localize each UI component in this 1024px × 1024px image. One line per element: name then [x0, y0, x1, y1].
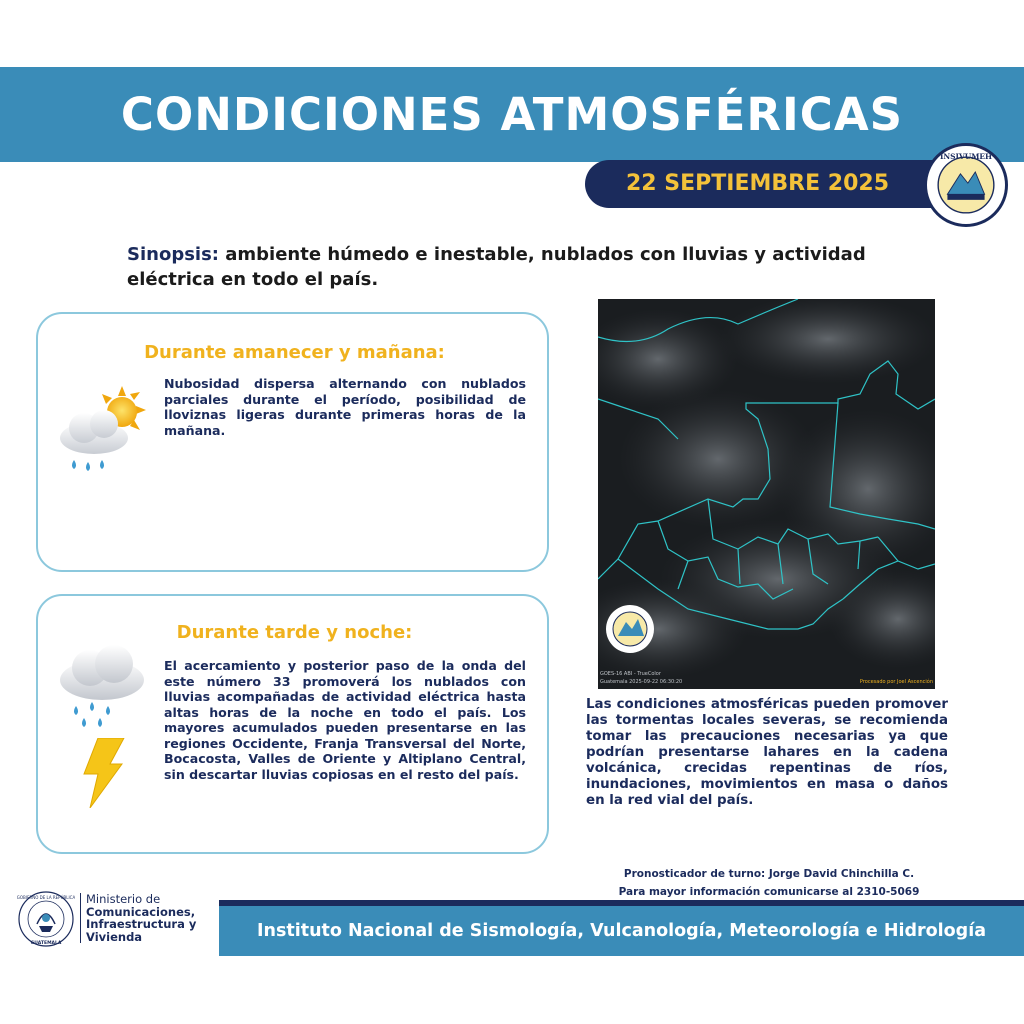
morning-body: Nubosidad dispersa alternando con nublados parciales durante el período, posibilidad de lloviznas ligeras durante primeras horas de la mañana. — [164, 376, 526, 438]
institute-name: Instituto Nacional de Sismología, Vulcanología, Meteorología e Hidrología — [256, 921, 987, 941]
seal-text-bottom: GUATEMALA — [30, 941, 62, 946]
ministry-line-2: Comunicaciones, — [86, 904, 196, 919]
partly-cloudy-rain-icon — [54, 384, 150, 484]
lightning-icon — [80, 738, 126, 808]
government-seal-icon — [17, 890, 75, 948]
sinopsis-label: Sinopsis: — [127, 244, 219, 265]
ministry-logo-text — [86, 893, 216, 943]
satellite-stamp-left: GOES-16 ABI - TrueColor — [600, 671, 661, 677]
evening-body: El acercamiento y posterior paso de la onda del este número 33 promoverá los nublados con lluvias acompañadas de actividad eléctrica hasta altas horas de la noche en todo el país. Los mayores acumulados pueden presentarse en las regiones Occidente, Franja Transversal del Norte, Bocacosta, Valles de Oriente y Altiplano Central, sin descartar lluvias copiosas en el resto del país. — [164, 658, 526, 782]
forecaster-info — [580, 865, 958, 901]
satellite-image — [598, 299, 935, 689]
satellite-stamp-right: Procesado por Joel Ascención — [859, 679, 933, 685]
ministry-line-1: Ministerio de — [86, 892, 161, 906]
morning-title: Durante amanecer y mañana: — [144, 342, 445, 363]
ministry-divider — [80, 893, 81, 943]
seal-text-top: GOBIERNO DE LA REPÚBLICA — [17, 895, 75, 900]
logo-text: INSIVUMEH — [939, 152, 993, 161]
morning-card — [36, 312, 549, 572]
satellite-stamp-left-2: Guatemala 2025-09-22 06:30:20 — [600, 679, 683, 685]
evening-title: Durante tarde y noche: — [176, 622, 413, 643]
ministry-line-3: Infraestructura y — [86, 917, 197, 931]
bulletin-date: 22 SEPTIEMBRE 2025 — [625, 171, 889, 196]
sinopsis — [127, 242, 907, 292]
contact-info: Para mayor información comunicarse al 2310-5069 — [618, 886, 920, 898]
forecaster-name: Pronosticador de turno: Jorge David Chinchilla C. — [623, 868, 915, 880]
sinopsis-text: ambiente húmedo e inestable, nublados con lluvias y actividad eléctrica en todo el país. — [127, 244, 866, 290]
evening-card — [36, 594, 549, 854]
satellite-caption: Las condiciones atmosféricas pueden promover las tormentas locales severas, se recomienda tomar las precauciones necesarias ya que podrían presentarse lahares en la cadena volcánica, crecidas repentinas de ríos, inundaciones, movimientos en masa o daños en la red vial del país. — [586, 697, 948, 808]
rain-cloud-icon — [54, 634, 150, 730]
page-title: CONDICIONES ATMOSFÉRICAS — [120, 88, 904, 141]
ministry-line-4: Vivienda — [86, 929, 143, 944]
insivumeh-logo — [924, 143, 1008, 227]
